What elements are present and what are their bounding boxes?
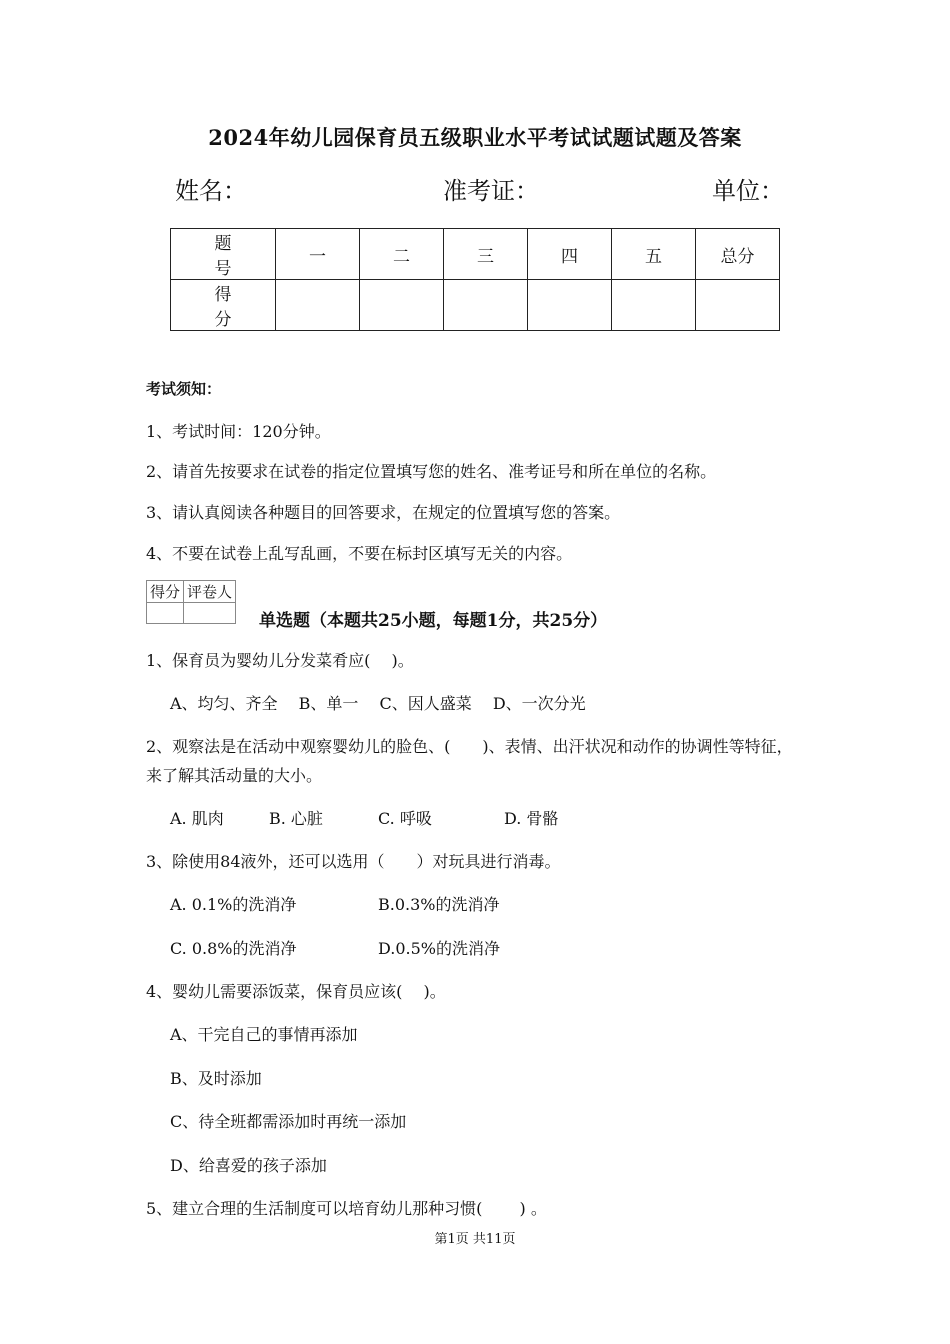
score-table — [170, 228, 780, 331]
unit-field-label: 单位： — [712, 177, 784, 205]
score-cell[interactable] — [443, 280, 527, 331]
notice-item: 2、请首先按要求在试卷的指定位置填写您的姓名、准考证号和所在单位的名称。 — [146, 462, 717, 481]
column-header: 总分 — [695, 229, 779, 280]
question-2-stem-cont: 来了解其活动量的大小。 — [146, 766, 323, 785]
score-cell[interactable] — [527, 280, 611, 331]
question-2-option-b: B. 心脏 — [269, 809, 323, 828]
question-3-option-c: C. 0.8%的洗消净 — [170, 939, 297, 958]
column-header: 二 — [360, 229, 444, 280]
question-number-label: 题 号 — [171, 229, 276, 280]
question-4-option-d: D、给喜爱的孩子添加 — [170, 1156, 327, 1175]
question-4-option-a: A、干完自己的事情再添加 — [170, 1025, 358, 1044]
question-3-option-b: B.0.3%的洗消净 — [378, 895, 500, 914]
grader-score-label: 得分 — [147, 581, 184, 603]
score-label: 得 分 — [171, 280, 276, 331]
score-cell[interactable] — [276, 280, 360, 331]
column-header: 四 — [527, 229, 611, 280]
section-title: 单选题（本题共25小题，每题1分，共25分） — [259, 611, 608, 631]
score-table-header-row — [171, 229, 780, 280]
question-2-option-a: A. 肌肉 — [170, 809, 224, 828]
page-footer: 第1页 共11页 — [434, 1232, 516, 1247]
document-title: 2024年幼儿园保育员五级职业水平考试试题试题及答案 — [208, 125, 742, 150]
column-header: 三 — [443, 229, 527, 280]
question-4-stem: 4、婴幼儿需要添饭菜，保育员应该( )。 — [146, 982, 446, 1001]
question-3-option-a: A. 0.1%的洗消净 — [170, 895, 297, 914]
grader-box — [146, 580, 236, 624]
score-cell[interactable] — [360, 280, 444, 331]
grader-score-cell[interactable] — [147, 603, 184, 624]
question-2-option-d: D. 骨骼 — [504, 809, 559, 828]
question-4-option-c: C、待全班都需添加时再统一添加 — [170, 1112, 407, 1131]
notice-item: 3、请认真阅读各种题目的回答要求，在规定的位置填写您的答案。 — [146, 503, 621, 522]
column-header: 五 — [611, 229, 695, 280]
question-5-stem: 5、建立合理的生活制度可以培育幼儿那种习惯( ) 。 — [146, 1199, 547, 1218]
question-1-stem: 1、保育员为婴幼儿分发菜肴应( )。 — [146, 651, 414, 670]
notice-item: 1、考试时间：120分钟。 — [146, 422, 331, 441]
question-3-option-d: D.0.5%的洗消净 — [378, 939, 500, 958]
grader-name-cell[interactable] — [184, 603, 236, 624]
question-4-option-b: B、及时添加 — [170, 1069, 262, 1088]
question-2-option-c: C. 呼吸 — [378, 809, 432, 828]
notice-item: 4、不要在试卷上乱写乱画，不要在标封区填写无关的内容。 — [146, 544, 573, 563]
score-cell[interactable] — [695, 280, 779, 331]
grader-name-label: 评卷人 — [184, 581, 236, 603]
score-table-score-row — [171, 280, 780, 331]
score-cell[interactable] — [611, 280, 695, 331]
notice-heading: 考试须知： — [146, 380, 222, 398]
question-3-stem: 3、除使用84液外，还可以选用（ ）对玩具进行消毒。 — [146, 852, 561, 871]
exam-id-field-label: 准考证： — [443, 177, 539, 205]
column-header: 一 — [276, 229, 360, 280]
name-field-label: 姓名： — [175, 177, 247, 205]
question-1-options: A、均匀、齐全 B、单一 C、因人盛菜 D、一次分光 — [170, 694, 586, 713]
question-2-stem: 2、观察法是在活动中观察婴幼儿的脸色、( )、表情、出汗状况和动作的协调性等特征， — [146, 737, 793, 756]
